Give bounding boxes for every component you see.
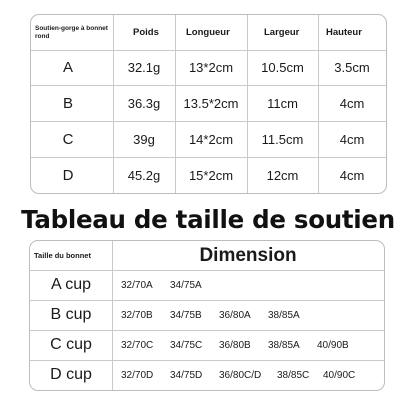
weight-cell: 36.3g — [127, 95, 161, 111]
band-size: 34/75A — [170, 279, 202, 291]
band-size: 38/85A — [268, 339, 300, 351]
weight-cell: 32.1g — [127, 60, 161, 75]
header-height: Hauteur — [326, 27, 362, 38]
band-size: 38/85A — [268, 309, 300, 321]
height-cell: 3.5cm — [334, 60, 370, 75]
weight-cell: 45.2g — [127, 167, 161, 183]
band-size: 40/90B — [317, 339, 349, 351]
height-cell: 4cm — [339, 95, 365, 111]
size-list — [112, 300, 384, 330]
band-size: 36/80B — [219, 339, 251, 351]
band-size: 40/90C — [323, 369, 356, 381]
length-cell: 13.5*2cm — [183, 95, 239, 111]
header-cup-size: Taille du bonnet — [34, 251, 91, 260]
band-size: 34/75C — [170, 339, 203, 351]
cup-label: C cup — [50, 336, 92, 353]
band-size: 34/75D — [170, 369, 203, 381]
band-size: 36/80A — [219, 309, 251, 321]
band-size: 34/75B — [170, 309, 202, 321]
band-size: 32/70C — [121, 339, 154, 351]
height-cell: 4cm — [339, 131, 365, 147]
width-cell: 11cm — [267, 95, 298, 111]
band-size: 38/85C — [277, 369, 310, 381]
length-cell: 13*2cm — [188, 60, 234, 75]
size-cell: B — [62, 94, 73, 112]
header-weight: Poids — [133, 27, 159, 38]
length-cell: 14*2cm — [188, 131, 234, 147]
size-list — [112, 360, 384, 390]
band-size: 32/70A — [121, 279, 153, 291]
size-cell: A — [62, 59, 73, 76]
cup-label: D cup — [50, 366, 92, 383]
size-cell: C — [62, 130, 74, 148]
band-size: 32/70D — [121, 369, 154, 381]
length-cell: 15*2cm — [188, 167, 234, 183]
header-length: Longueur — [186, 27, 230, 38]
product-dimensions-table — [30, 14, 387, 194]
header-bra-type: Soutien-gorge à bonnet rond — [35, 24, 108, 40]
cup-label: A cup — [50, 276, 92, 293]
header-width: Largeur — [264, 27, 300, 38]
cup-label: B cup — [50, 306, 92, 323]
width-cell: 12cm — [266, 167, 299, 183]
size-chart-table — [29, 240, 385, 391]
width-cell: 11.5cm — [261, 131, 304, 147]
page-title: Tableau de taille de soutien — [21, 205, 395, 234]
width-cell: 10.5cm — [261, 60, 304, 75]
size-list — [112, 270, 384, 300]
band-size: 32/70B — [121, 309, 153, 321]
size-list — [112, 330, 384, 360]
header-dimension: Dimension — [199, 244, 297, 266]
height-cell: 4cm — [339, 167, 365, 183]
band-size: 36/80C/D — [219, 369, 262, 381]
size-cell: D — [62, 166, 74, 184]
weight-cell: 39g — [133, 131, 155, 147]
